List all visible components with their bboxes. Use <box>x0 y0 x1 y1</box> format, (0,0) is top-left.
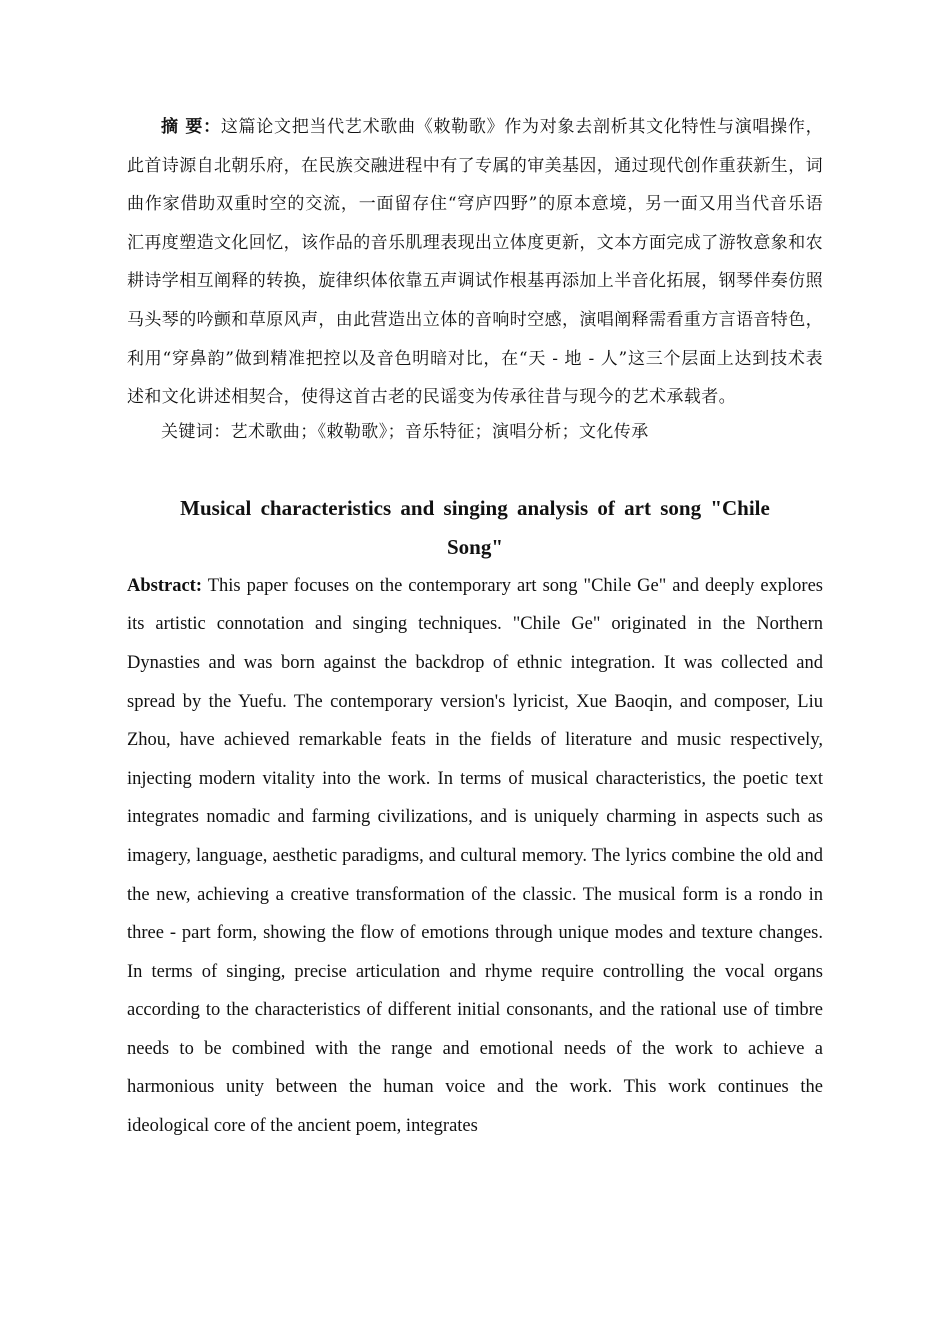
english-title: Musical characteristics and singing analysis of art song "Chile Song" <box>180 495 770 559</box>
english-abstract-label: Abstract: <box>127 575 203 596</box>
english-abstract-text: This paper focuses on the contemporary art song "Chile Ge" and deeply explores its artistic connotation and singing techniques. "Chile Ge" originated in the Northern Dynasties and was born against the backdrop of ethnic integration. It was collected and spread by the Yuefu. The contemporary version's lyricist, Xue Baoqin, and composer, Liu Zhou, have achieved remarkable feats in the fields of literature and music respectively, injecting modern vitality into the work. In terms of musical characteristics, the poetic text integrates nomadic and farming civilizations, and is uniquely charming in aspects such as imagery, language, aesthetic paradigms, and cultural memory. The lyrics combine the old and the new, achieving a creative transformation of the classic. The musical form is a rondo in three - part form, showing the flow of emotions through unique modes and texture changes. In terms of singing, precise articulation and rhyme require controlling the vocal organs according to the characteristics of different initial consonants, and the rational use of timbre needs to be combined with the range and emotional needs of the work to achieve a harmonious unity between the human voice and the work. This work continues the ideological core of the ancient poem, integrates <box>127 575 824 1137</box>
chinese-keywords-label: 关键词： <box>161 421 231 442</box>
english-abstract <box>127 567 823 1146</box>
paper-page <box>127 108 823 1146</box>
chinese-keywords-text: 艺术歌曲；《敕勒歌》；音乐特征；演唱分析；文化传承 <box>230 421 649 442</box>
chinese-keywords <box>127 417 823 447</box>
chinese-abstract <box>127 108 823 417</box>
chinese-abstract-text: 这篇论文把当代艺术歌曲《敕勒歌》作为对象去剖析其文化特性与演唱操作，此首诗源自北朝乐府，在民族交融进程中有了专属的审美基因，通过现代创作重获新生，词曲作家借助双重时空的交流，一面留存住“穹庐四野”的原本意境，另一面又用当代音乐语汇再度塑造文化回忆，该作品的音乐肌理表现出立体度更新，文本方面完成了游牧意象和农耕诗学相互阐释的转换，旋律织体依靠五声调试作根基再添加上半音化拓展，钢琴伴奏仿照马头琴的吟颤和草原风声，由此营造出立体的音响时空感，演唱阐释需看重方言语音特色，利用“穿鼻韵”做到精准把控以及音色明暗对比，在“天 - 地 - 人”这三个层面上达到技术表述和文化讲述相契合，使得这首古老的民谣变为传承往昔与现今的艺术承载者。 <box>127 117 823 408</box>
chinese-abstract-label: 摘 要： <box>161 117 221 137</box>
